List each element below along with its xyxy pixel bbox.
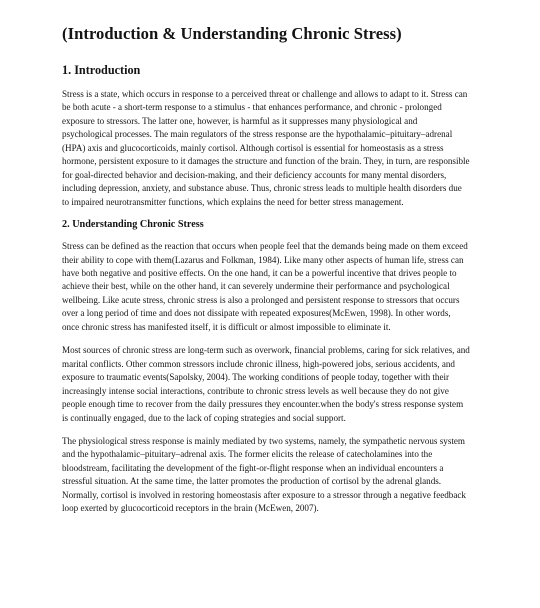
paragraph-stress-definition: Stress can be defined as the reaction that occurs when people feel that the demands being made on them exceed their ability to cope with them(Lazarus and Folkman, 1984). Like many other aspects of human life, stress can have both negative and positive effects. On the one hand, it can be a powerful incentive that drives people to achieve their best, while on the other hand, it can severely undermine their performance and psychological wellbeing. Like acute stress, chronic stress is also a prolonged and persistent response to stressors that occurs over a long period of time and does not dissipate with repeated exposures(McEwen, 1998). In other words, once chronic stress has manifested itself, it is difficult or almost impossible to eliminate it. xyxy=(62,241,468,332)
section-heading-introduction: 1. Introduction xyxy=(62,63,141,77)
section-heading-understanding-chronic-stress: 2. Understanding Chronic Stress xyxy=(62,219,204,231)
document-title: (Introduction & Understanding Chronic Stress) xyxy=(62,24,402,43)
paragraph-sources-of-chronic-stress: Most sources of chronic stress are long-term such as overwork, financial problems, caring for sick relatives, and marital conflicts. Other common stressors include chronic illness, high-powered jobs, serious accidents, and exposure to traumatic events(Sapolsky, 2004). The working conditions of people today, together with their increasingly intense social interactions, contribute to chronic stress levels as well because they do not give people enough time to recover from the daily pressures they encounter.when the body's stress response system is continually engaged, due to the lack of coping strategies and social support. xyxy=(62,345,470,423)
paragraph-introduction: Stress is a state, which occurs in response to a perceived threat or challenge and allows to adapt to it. Stress can be both acute - a short-term response to a stimulus - that enhances performance, and chronic - prolonged exposure to stressors. The latter one, however, is harmful as it suppresses many physiological and psychological processes. The main regulators of the stress response are the hypothalamic–pituitary–adrenal (HPA) axis and glucocorticoids, mainly cortisol. Although cortisol is essential for homeostasis as a stress hormone, persistent exposure to it damages the structure and function of the brain. They, in turn, are responsible for goal-directed behavior and decision-making, and their deficiency accounts for many mental disorders, including depression, anxiety, and substance abuse. Thus, chronic stress leads to multiple health disorders due to impaired neurotransmitter functions, which explains the need for better stress management. xyxy=(62,89,470,207)
paragraph-physiological-response: The physiological stress response is mainly mediated by two systems, namely, the sympathetic nervous system and the hypothalamic–pituitary–adrenal axis. The former elicits the release of catecholamines into the bloodstream, facilitating the development of the fight-or-flight response when an individual encounters a stressful situation. At the same time, the latter promotes the production of cortisol by the adrenal glands. Normally, cortisol is involved in restoring homeostasis after exposure to a stressor through a negative feedback loop exerted by glucocorticoid receptors in the brain (McEwen, 2007). xyxy=(62,435,466,514)
